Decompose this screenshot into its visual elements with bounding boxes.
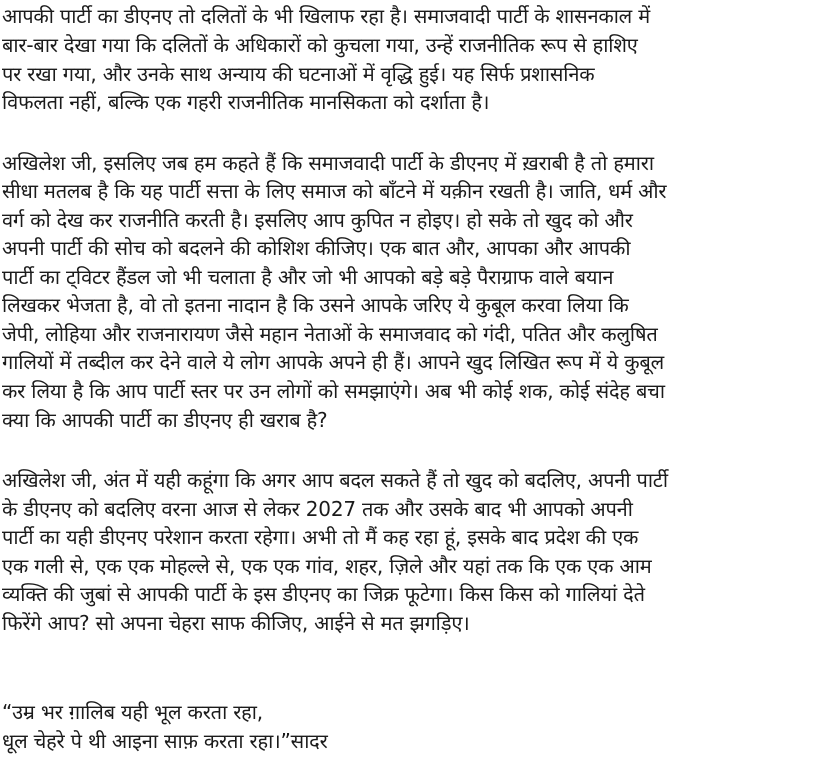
text-line: जेपी, लोहिया और राजनारायण जैसे महान नेताओं के समाजवाद को गंदी, पतित और कलुषित — [2, 322, 658, 346]
text-line: पार्टी का यही डीएनए परेशान करता रहेगा। अभी तो मैं कह रहा हूं, इसके बाद प्रदेश की एक — [2, 525, 639, 549]
text-line: फिरेंगे आप? सो अपना चेहरा साफ कीजिए, आईने से मत झगड़िए। — [2, 611, 470, 635]
text-line: व्यक्ति की जुबां से आपकी पार्टी के इस डीएनए का जिक्र फूटेगा। किस किस को गालियां देते — [2, 582, 645, 606]
text-line: पर रखा गया, और उनके साथ अन्याय की घटनाओं में वृद्धि हुई। यह सिर्फ प्रशासनिक — [2, 62, 595, 86]
text-line: क्या कि आपकी पार्टी का डीएनए ही खराब है? — [2, 408, 328, 432]
text-line: लिखकर भेजता है, वो तो इतना नादान है कि उसने आपके जरिए ये कुबूल करवा लिया कि — [2, 293, 629, 317]
text-line: कर लिया है कि आप पार्टी स्तर पर उन लोगों को समझाएंगे। अब भी कोई शक, कोई संदेह बचा — [2, 379, 665, 403]
text-line: बार-बार देखा गया कि दलितों के अधिकारों को कुचला गया, उन्हें राजनीतिक रूप से हाशिए — [2, 33, 638, 57]
quote-line: धूल चेहरे पे थी आइना साफ़ करता रहा।”सादर — [2, 729, 328, 753]
text-line: अखिलेश जी, अंत में यही कहूंगा कि अगर आप बदल सकते हैं तो खुद को बदलिए, अपनी पार्टी — [2, 468, 668, 492]
text-line: पार्टी का ट्विटर हैंडल जो भी चलाता है और जो भी आपको बड़े बड़े पैराग्राफ वाले बयान — [2, 265, 614, 289]
text-line: के डीएनए को बदलिए वरना आज से लेकर 2027 तक और उसके बाद भी आपको अपनी — [2, 497, 633, 521]
text-line: सीधा मतलब है कि यह पार्टी सत्ता के लिए समाज को बाँटने में यक़ीन रखती है। जाति, धर्म और — [2, 179, 667, 203]
quote-line: “उम्र भर ग़ालिब यही भूल करता रहा, — [2, 700, 263, 724]
text-line: गालियों में तब्दील कर देने वाले ये लोग आपके अपने ही हैं। आपने खुद लिखित रूप में ये कुबूल — [2, 350, 664, 374]
text-line: अखिलेश जी, इसलिए जब हम कहते हैं कि समाजवादी पार्टी के डीएनए में ख़राबी है तो हमारा — [2, 151, 654, 175]
text-line: एक गली से, एक एक मोहल्ले से, एक एक गांव, शहर, ज़िले और यहां तक कि एक एक आम — [2, 554, 652, 578]
text-line: अपनी पार्टी की सोच को बदलने की कोशिश कीजिए। एक बात और, आपका और आपकी — [2, 236, 631, 260]
text-line: विफलता नहीं, बल्कि एक गहरी राजनीतिक मानसिकता को दर्शाता है। — [2, 90, 490, 114]
text-line: वर्ग को देख कर राजनीति करती है। इसलिए आप कुपित न होइए। हो सके तो खुद को और — [2, 208, 633, 232]
text-line: आपकी पार्टी का डीएनए तो दलितों के भी खिलाफ रहा है। समाजवादी पार्टी के शासनकाल में — [2, 4, 650, 28]
